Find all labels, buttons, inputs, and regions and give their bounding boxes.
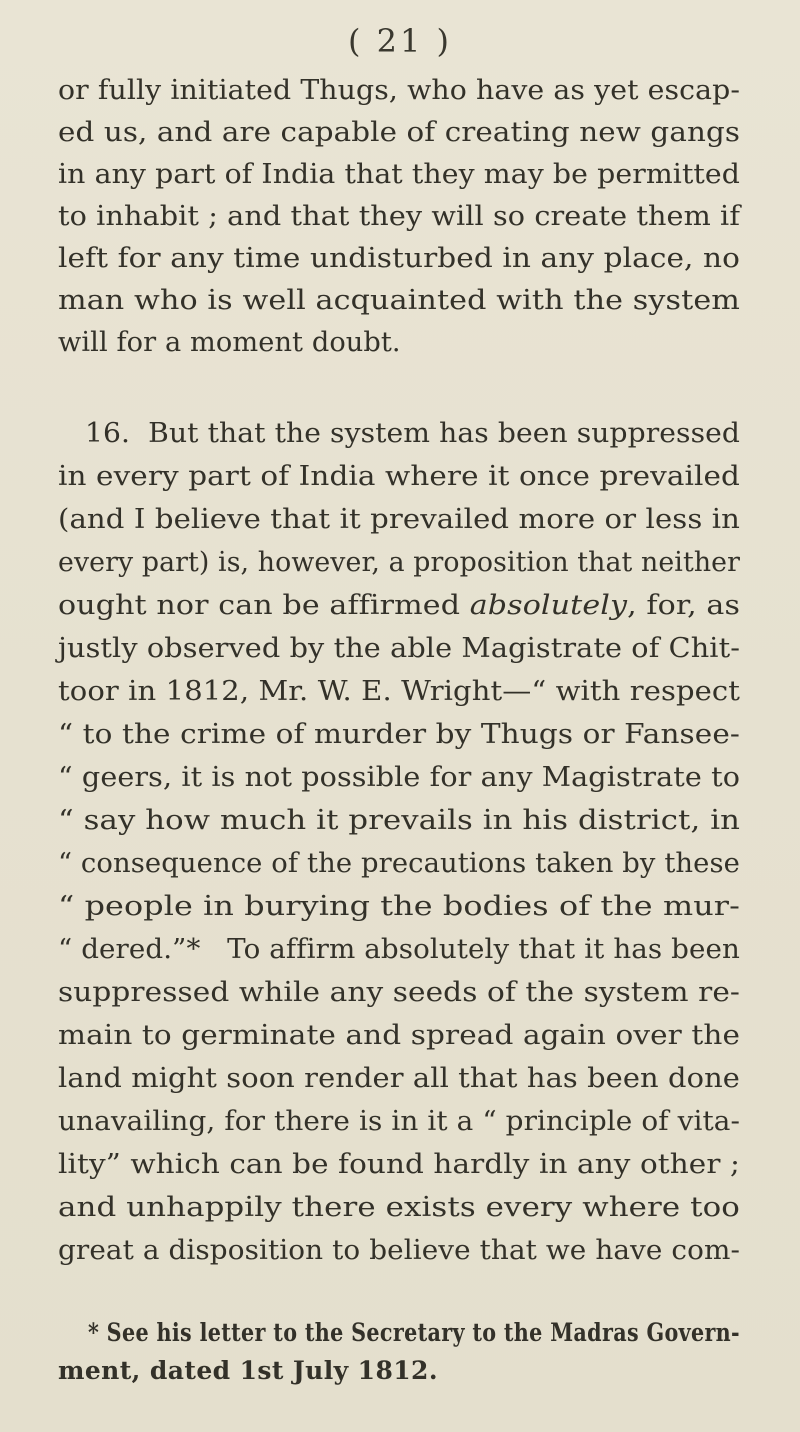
line-text: “ consequence of the precautions taken by these — [58, 848, 741, 879]
line-text: ed us, and are capable of creating new gangs — [58, 117, 741, 148]
line-text: (and I believe that it prevailed more or less in — [58, 504, 741, 535]
line-text: “ say how much it prevails in his district, in — [58, 805, 741, 836]
page-number: ( 21 ) — [347, 22, 453, 60]
line-text: “ to the crime of murder by Thugs or Fansee- — [58, 719, 741, 750]
line-text: main to germinate and spread again over the — [58, 1020, 741, 1051]
line-text: every part) is, however, a proposition that neither — [58, 547, 741, 578]
line-text: “ people in burying the bodies of the mur- — [58, 891, 740, 922]
line-text: 16. But that the system has been suppressed — [85, 418, 741, 449]
line-text: ought nor can be affirmed absolutely, for, as — [58, 590, 741, 621]
footnote-text: * See his letter to the Secretary to the Madras Govern- — [88, 1318, 740, 1347]
footnote-text: ment, dated 1st July 1812. — [58, 1356, 438, 1385]
line-text: will for a moment doubt. — [58, 327, 401, 358]
line-text: and unhappily there exists every where too — [58, 1192, 740, 1223]
line-text: land might soon render all that has been done — [58, 1063, 740, 1094]
emphasis: absolutely — [469, 590, 628, 621]
line-text: to inhabit ; and that they will so create them if — [58, 201, 741, 232]
line-text: in every part of India where it once prevailed — [58, 461, 740, 492]
line-text: lity” which can be found hardly in any other ; — [58, 1149, 741, 1180]
line-text: “ geers, it is not possible for any Magistrate to — [58, 762, 741, 793]
line-text: left for any time undisturbed in any place, no — [58, 243, 741, 274]
line-text: great a disposition to believe that we have com- — [58, 1235, 740, 1266]
line-text: justly observed by the able Magistrate of Chit- — [58, 633, 741, 664]
line-text: man who is well acquainted with the system — [58, 285, 741, 316]
line-text: or fully initiated Thugs, who have as yet escap- — [58, 75, 741, 106]
line-text: unavailing, for there is in it a “ principle of vita- — [58, 1106, 741, 1137]
line-text: suppressed while any seeds of the system re- — [58, 977, 741, 1008]
line-text: toor in 1812, Mr. W. E. Wright—“ with respect — [58, 676, 740, 707]
line-text: “ dered.”* To affirm absolutely that it has been — [58, 934, 740, 965]
line-text: in any part of India that they may be permitted — [58, 159, 741, 190]
